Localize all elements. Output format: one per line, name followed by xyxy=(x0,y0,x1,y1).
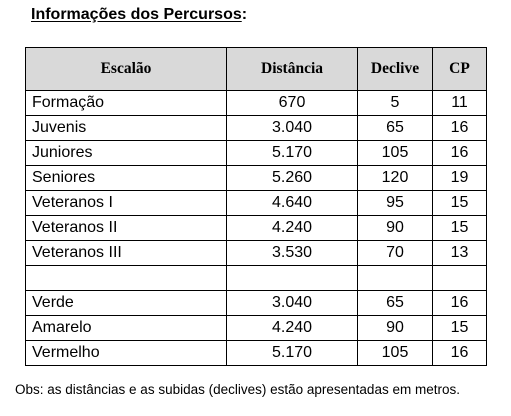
cell-declive: 90 xyxy=(358,216,433,241)
table-row xyxy=(26,166,487,191)
cell-distancia: 4.240 xyxy=(227,216,358,241)
cell-distancia: 5.170 xyxy=(227,341,358,366)
cell-escalao: Juvenis xyxy=(26,116,227,141)
cell-cp: 16 xyxy=(433,341,487,366)
cell-declive: 70 xyxy=(358,241,433,266)
cell-escalao: Vermelho xyxy=(26,341,227,366)
table-row xyxy=(26,291,487,316)
cell-cp: 11 xyxy=(433,91,487,116)
cell-escalao: Juniores xyxy=(26,141,227,166)
cell-distancia: 4.240 xyxy=(227,316,358,341)
column-header-escalao: Escalão xyxy=(26,48,227,91)
cell-cp: 15 xyxy=(433,216,487,241)
cell-escalao: Veteranos III xyxy=(26,241,227,266)
cell-cp: 15 xyxy=(433,191,487,216)
section-title: Informações dos Percursos xyxy=(31,6,242,23)
cell-distancia: 5.260 xyxy=(227,166,358,191)
table-row-spacer xyxy=(26,266,487,291)
table-row xyxy=(26,191,487,216)
cell-declive xyxy=(358,266,433,291)
table-row xyxy=(26,341,487,366)
column-header-cp: CP xyxy=(433,48,487,91)
cell-declive: 105 xyxy=(358,141,433,166)
cell-declive: 65 xyxy=(358,291,433,316)
cell-declive: 5 xyxy=(358,91,433,116)
table-row xyxy=(26,141,487,166)
cell-distancia: 4.640 xyxy=(227,191,358,216)
cell-distancia: 3.530 xyxy=(227,241,358,266)
cell-cp: 16 xyxy=(433,141,487,166)
section-heading xyxy=(31,6,247,24)
cell-escalao: Formação xyxy=(26,91,227,116)
cell-escalao: Veteranos II xyxy=(26,216,227,241)
cell-distancia xyxy=(227,266,358,291)
column-header-distancia: Distância xyxy=(227,48,358,91)
cell-declive: 65 xyxy=(358,116,433,141)
cell-distancia: 5.170 xyxy=(227,141,358,166)
cell-declive: 120 xyxy=(358,166,433,191)
cell-distancia: 3.040 xyxy=(227,291,358,316)
cell-cp: 16 xyxy=(433,116,487,141)
table-row xyxy=(26,316,487,341)
section-title-colon: : xyxy=(241,6,248,23)
cell-distancia: 670 xyxy=(227,91,358,116)
table-row xyxy=(26,91,487,116)
cell-declive: 95 xyxy=(358,191,433,216)
cell-escalao: Seniores xyxy=(26,166,227,191)
cell-cp: 13 xyxy=(433,241,487,266)
table-row xyxy=(26,116,487,141)
table-row xyxy=(26,241,487,266)
table-row xyxy=(26,216,487,241)
cell-escalao: Verde xyxy=(26,291,227,316)
cell-escalao: Amarelo xyxy=(26,316,227,341)
footnote: Obs: as distâncias e as subidas (declives) estão apresentadas em metros. xyxy=(15,382,460,397)
cell-escalao xyxy=(26,266,227,291)
cell-cp: 16 xyxy=(433,291,487,316)
cell-declive: 105 xyxy=(358,341,433,366)
cell-cp: 19 xyxy=(433,166,487,191)
column-header-declive: Declive xyxy=(358,48,433,91)
routes-table xyxy=(25,47,487,366)
cell-distancia: 3.040 xyxy=(227,116,358,141)
cell-cp: 15 xyxy=(433,316,487,341)
cell-escalao: Veteranos I xyxy=(26,191,227,216)
cell-declive: 90 xyxy=(358,316,433,341)
cell-cp xyxy=(433,266,487,291)
table-header-row xyxy=(26,48,487,91)
